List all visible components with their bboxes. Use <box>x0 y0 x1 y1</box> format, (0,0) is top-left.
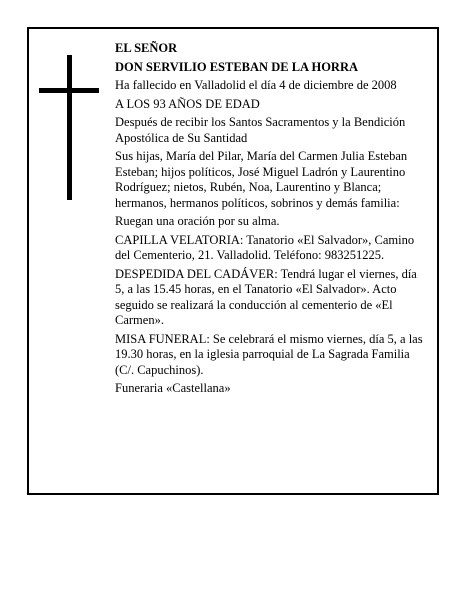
notice-paragraph-chapel: CAPILLA VELATORIA: Tanatorio «El Salvador», Camino del Cementerio, 21. Valladolid. Teléfono: 983251225. <box>115 232 415 262</box>
notice-paragraph-death: Ha fallecido en Valladolid el día 4 de diciembre de 2008 <box>115 78 397 92</box>
notice-paragraph-age: A LOS 93 AÑOS DE EDAD <box>115 96 260 111</box>
cross-vertical-bar <box>67 55 72 200</box>
notice-paragraph-family: Sus hijas, María del Pilar, María del Carmen Julia Esteban Esteban; hijos políticos, José Miguel Ladrón y Laurentino Rodríguez; nietos, Rubén, Noa, Laurentino y Blanca; hermanos, hermanos políticos, sobrinos y demás familia: <box>115 149 408 210</box>
notice-paragraph-farewell: DESPEDIDA DEL CADÁVER: Tendrá lugar el viernes, día 5, a las 15.45 horas, en el Tanatorio «El Salvador». Acto seguido se realizará la conducción al cementerio de «El Carmen». <box>115 266 417 327</box>
cross-horizontal-bar <box>39 88 99 93</box>
notice-paragraph-sacraments: Después de recibir los Santos Sacramentos y la Bendición Apostólica de Su Santidad <box>115 115 406 145</box>
obituary-notice <box>27 27 439 495</box>
notice-paragraph-prayer: Ruegan una oración por su alma. <box>115 214 280 228</box>
cross-icon <box>39 55 99 200</box>
notice-text <box>115 41 427 400</box>
notice-title-line-1: EL SEÑOR <box>115 41 178 55</box>
notice-paragraph-funeral-mass: MISA FUNERAL: Se celebrará el mismo viernes, día 5, a las 19.30 horas, en la iglesia parroquial de La Sagrada Familia (C/. Capuchinos). <box>115 331 423 377</box>
deceased-name: DON SERVILIO ESTEBAN DE LA HORRA <box>115 59 359 74</box>
notice-paragraph-funeral-home: Funeraria «Castellana» <box>115 381 231 395</box>
